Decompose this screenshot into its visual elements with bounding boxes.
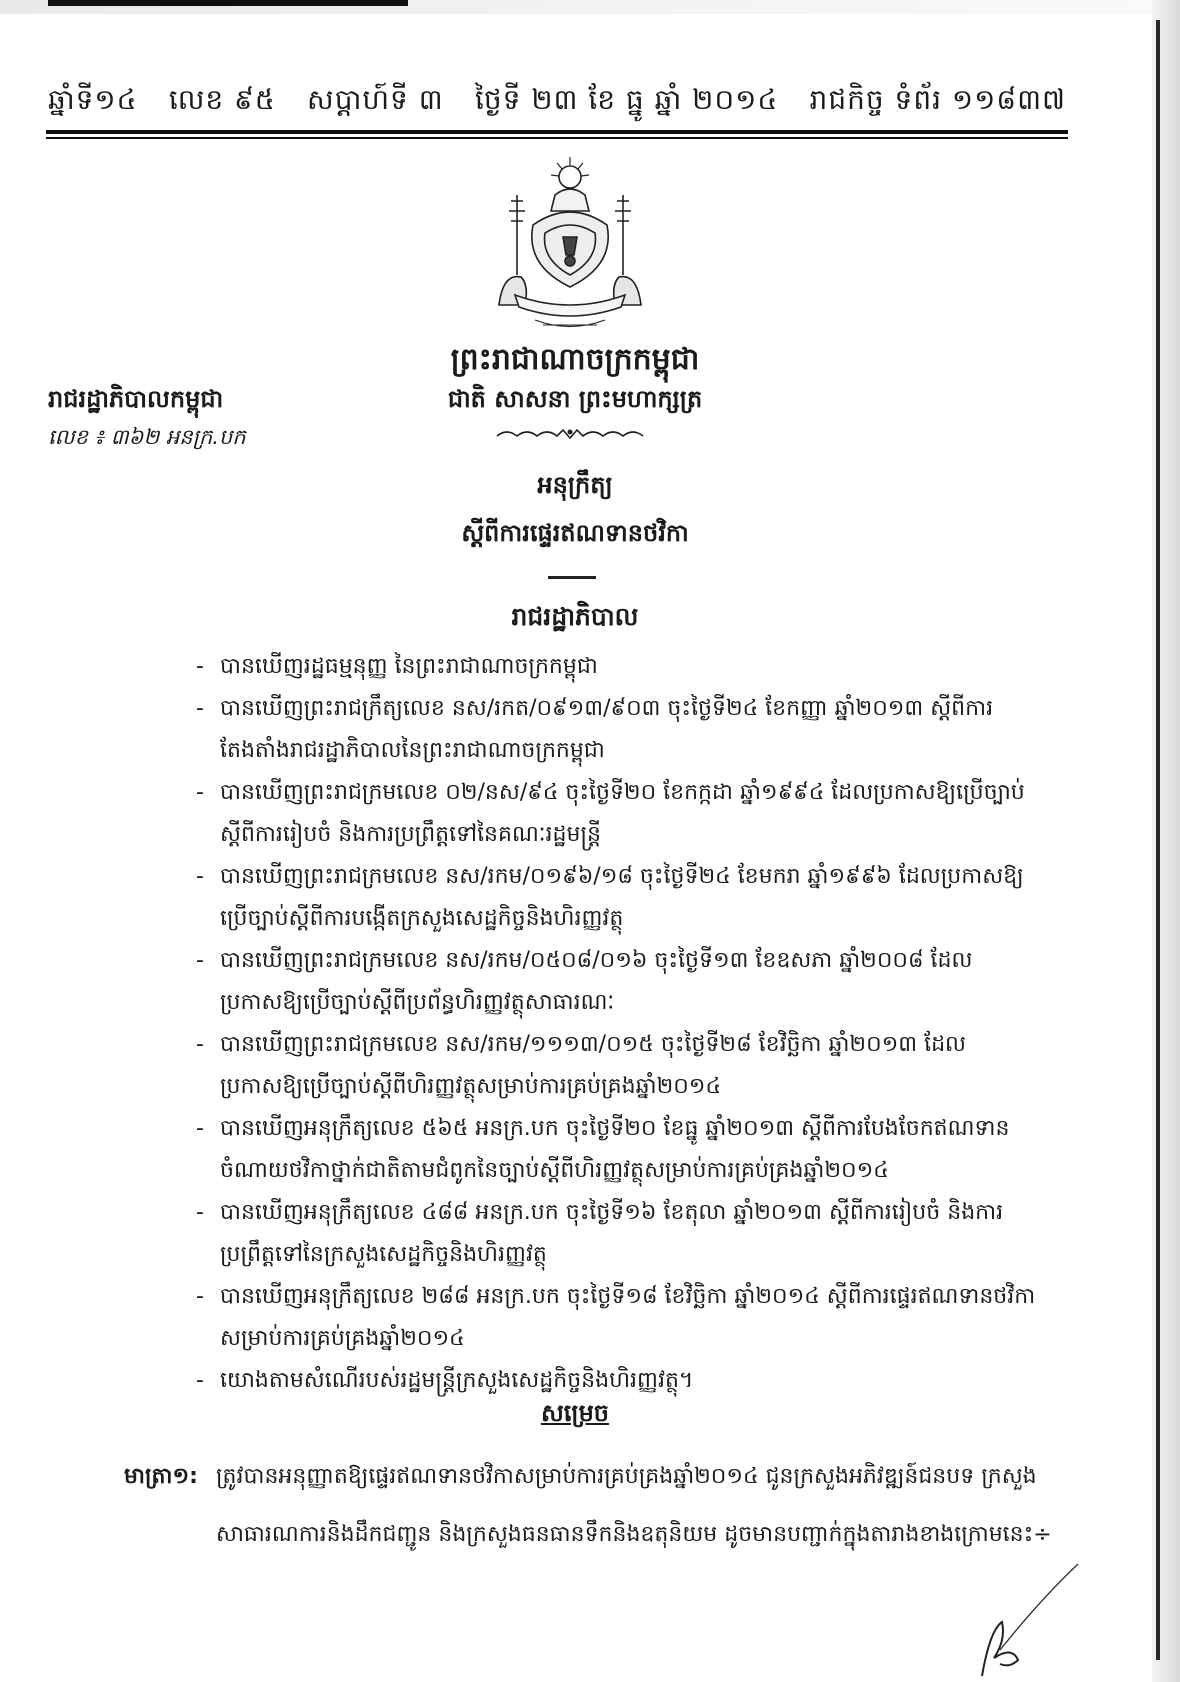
article-1-text: ត្រូវបានអនុញ្ញាតឱ្យផ្ទេរឥណទានថវិកាសម្រាប់ការគ្រប់គ្រងឆ្នាំ២០១៤ ជូនក្រសួងអភិវឌ្ឍន៍ជនបទ ក្រសួងសាធារណការនិងដឹកជញ្ជូន និងក្រសួងធនធានទឹកនិងឧតុនិយម ដូចមានបញ្ជាក់ក្នុងតារាងខាងក្រោមនេះ÷ [216, 1464, 1052, 1547]
royal-coat-of-arms-emblem [485, 155, 655, 333]
gazette-date: ថ្ងៃទី ២៣ ខែ ធ្នូ ឆ្នាំ ២០១៤ [475, 83, 779, 116]
header-rule-thin [46, 137, 1068, 139]
gazette-page: រាជកិច្ច ទំព័រ ១១៨៣៧ [809, 83, 1066, 116]
header-rule-thick [46, 130, 1068, 134]
document-type: អនុក្រឹត្យ [537, 471, 613, 499]
consideration-item: - បានឃើញព្រះរាជក្រមលេខ ០២/នស/៩៤ ចុះថ្ងៃទី២០ ខែកក្កដា ឆ្នាំ១៩៩៤ ដែលប្រកាសឱ្យប្រើច្បាប់ស្ដីពីការរៀបចំ និងការប្រព្រឹត្តទៅនៃគណៈរដ្ឋមន្ត្រី [196, 772, 1041, 856]
reference-number: លេខ ៖ ៣៦២ អនក្រ.បក [48, 425, 246, 449]
consideration-item: - បានឃើញអនុក្រឹត្យលេខ ២៨៨ អនក្រ.បក ចុះថ្ងៃទី១៨ ខែវិច្ឆិកា ឆ្នាំ២០១៤ ស្ដីពីការផ្ទេរឥណទានថវិកាសម្រាប់ការគ្រប់គ្រងឆ្នាំ២០១៤ [196, 1276, 1041, 1360]
consideration-item: - បានឃើញព្រះរាជក្រមលេខ នស/រកម/០១៩៦/១៨ ចុះថ្ងៃទី២៤ ខែមករា ឆ្នាំ១៩៩៦ ដែលប្រកាសឱ្យប្រើច្បាប់ស្ដីពីការបង្កើតក្រសួងសេដ្ឋកិច្ចនិងហិរញ្ញវត្ថុ [196, 856, 1041, 940]
handwritten-initial-signature [960, 1560, 1080, 1678]
national-motto: ជាតិ សាសនា ព្រះមហាក្សត្រ [447, 385, 703, 413]
decision-heading: សម្រេច [540, 1399, 610, 1427]
gazette-year: ឆ្នាំទី១៤ [48, 83, 138, 116]
consideration-item: - បានឃើញអនុក្រឹត្យលេខ ៤៨៨ អនក្រ.បក ចុះថ្ងៃទី១៦ ខែតុលា ឆ្នាំ២០១៣ ស្ដីពីការរៀបចំ និងការប្រព្រឹត្តទៅនៃក្រសួងសេដ្ឋកិច្ចនិងហិរញ្ញវត្ថុ [196, 1192, 1041, 1276]
consideration-item: - បានឃើញអនុក្រឹត្យលេខ ៥៦៥ អនក្រ.បក ចុះថ្ងៃទី២០ ខែធ្នូ ឆ្នាំ២០១៣ ស្ដីពីការបែងចែកឥណទានចំណាយថវិកាថ្នាក់ជាតិតាមជំពូកនៃច្បាប់ស្ដីពីហិរញ្ញវត្ថុសម្រាប់ការគ្រប់គ្រងឆ្នាំ២០១៤ [196, 1108, 1041, 1192]
kingdom-title: ព្រះរាជាណាចក្រកម្ពុជា [450, 342, 700, 377]
decorative-ornament-divider [495, 426, 645, 442]
consideration-item: - បានឃើញព្រះរាជក្រឹត្យលេខ នស/រកត/០៩១៣/៩០៣ ចុះថ្ងៃទី២៤ ខែកញ្ញា ឆ្នាំ២០១៣ ស្ដីពីការតែងតាំងរាជរដ្ឋាភិបាលនៃព្រះរាជាណាចក្រកម្ពុជា [196, 688, 1041, 772]
gazette-week: សប្ដាហ៍ទី ៣ [307, 83, 444, 116]
article-1-label: មាត្រា១: [124, 1464, 198, 1489]
document-subject: ស្ដីពីការផ្ទេរឥណទានថវិកា [461, 519, 689, 547]
considerations-list [196, 646, 1041, 1402]
title-divider [548, 576, 596, 579]
issuing-authority: រាជរដ្ឋាភិបាល [511, 602, 639, 631]
government-name: រាជរដ្ឋាភិបាលកម្ពុជា [48, 385, 224, 413]
article-1 [124, 1448, 1054, 1564]
consideration-item: - បានឃើញព្រះរាជក្រមលេខ នស/រកម/០៥០៨/០១៦ ចុះថ្ងៃទី១៣ ខែឧសភា ឆ្នាំ២០០៨ ដែលប្រកាសឱ្យប្រើច្បាប់ស្ដីពីប្រព័ន្ធហិរញ្ញវត្ថុសាធារណៈ [196, 940, 1041, 1024]
gazette-issue: លេខ ៩៥ [168, 83, 276, 116]
gazette-header [48, 82, 1066, 123]
page-edge-shadow [1152, 0, 1180, 1682]
consideration-item: - បានឃើញព្រះរាជក្រមលេខ នស/រកម/១១១៣/០១៥ ចុះថ្ងៃទី២៨ ខែវិច្ឆិកា ឆ្នាំ២០១៣ ដែលប្រកាសឱ្យប្រើច្បាប់ស្ដីពីហិរញ្ញវត្ថុសម្រាប់ការគ្រប់គ្រងឆ្នាំ២០១៤ [196, 1024, 1041, 1108]
consideration-item: - យោងតាមសំណើរបស់រដ្ឋមន្ត្រីក្រសួងសេដ្ឋកិច្ចនិងហិរញ្ញវត្ថុ។ [196, 1360, 1041, 1402]
consideration-item: - បានឃើញរដ្ឋធម្មនុញ្ញ នៃព្រះរាជាណាចក្រកម្ពុជា [196, 646, 1041, 688]
top-black-line [48, 0, 408, 6]
